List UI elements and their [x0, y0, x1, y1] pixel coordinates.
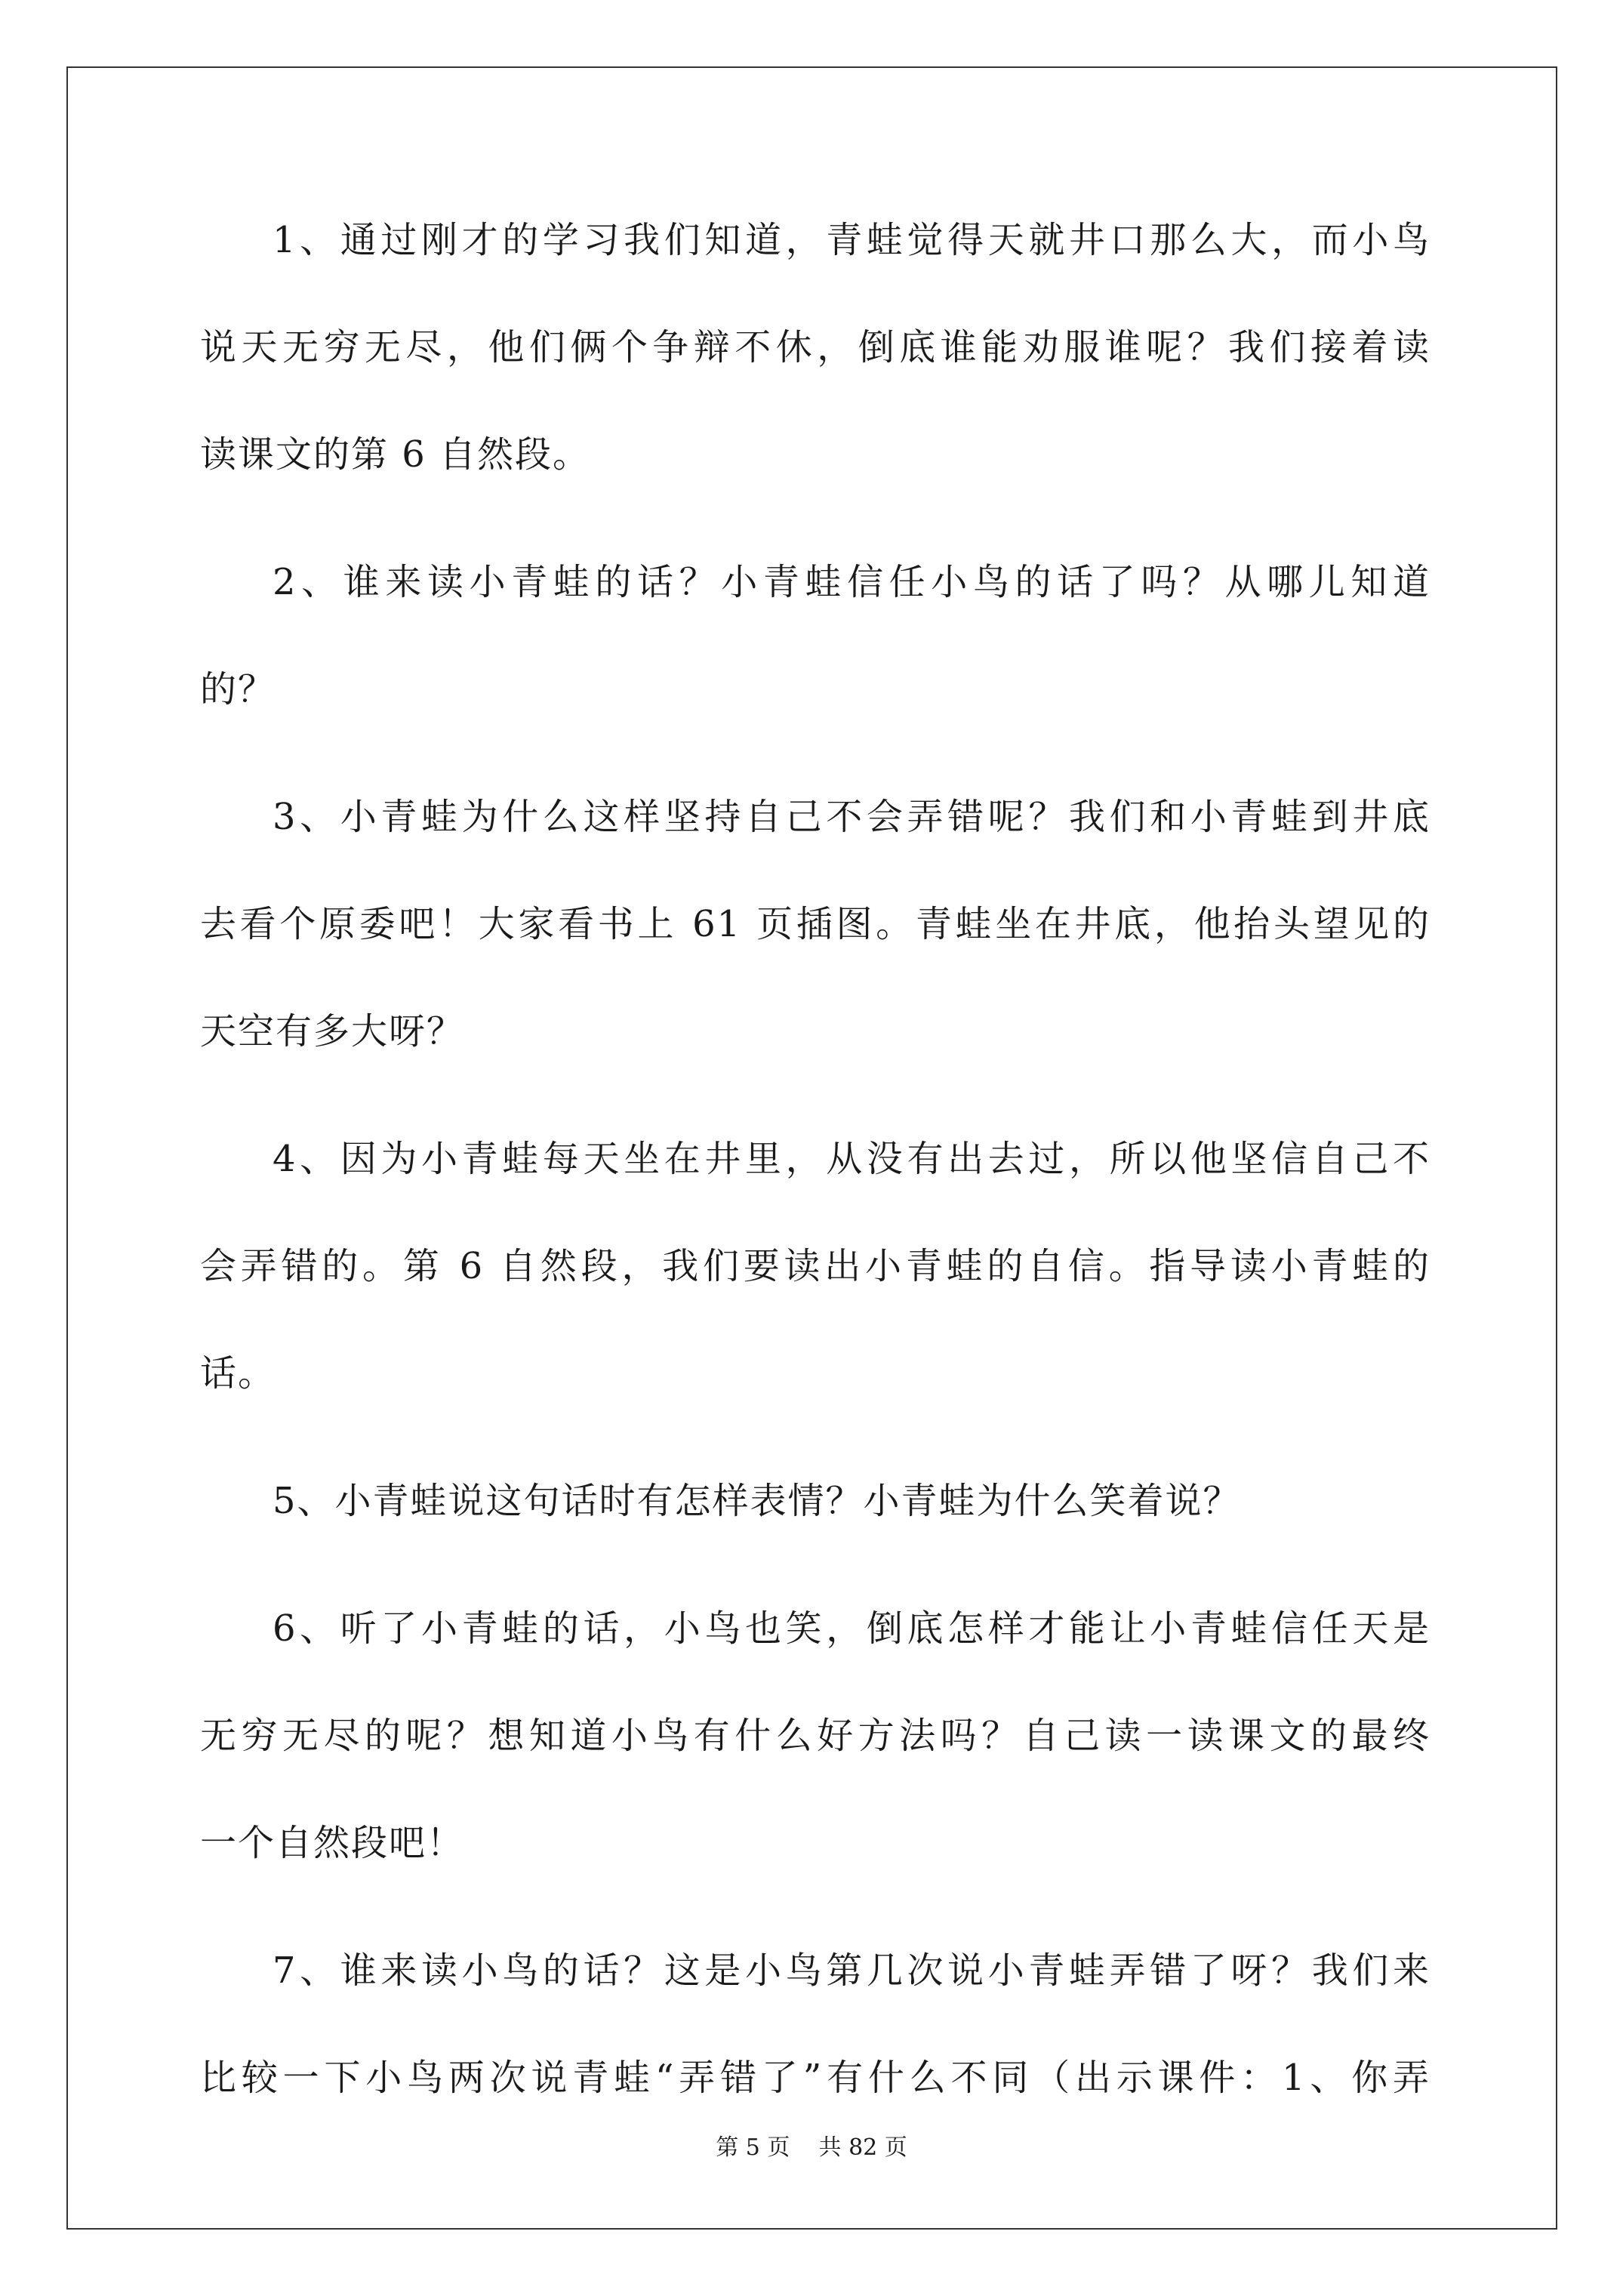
text-line: 3、小青蛙为什么这样坚持自己不会弄错呢？我们和小青蛙到井底 — [273, 796, 1431, 838]
text-line: 6、听了小青蛙的话，小鸟也笑，倒底怎样才能让小青蛙信任天是 — [273, 1607, 1431, 1650]
text-line: 一个自然段吧！ — [200, 1822, 465, 1864]
text-line: 比较一下小鸟两次说青蛙“弄错了”有什么不同（出示课件：1、你弄 — [200, 2057, 1431, 2099]
paragraph-5 — [200, 1474, 1431, 1528]
paragraph-6 — [200, 1601, 1431, 1870]
text-line: 1、通过刚才的学习我们知道，青蛙觉得天就井口那么大，而小鸟 — [273, 219, 1431, 261]
text-line: 无穷无尽的呢？想知道小鸟有什么好方法吗？自己读一读课文的最终 — [200, 1715, 1431, 1757]
paragraph-7 — [200, 1943, 1431, 2105]
paragraph-4 — [200, 1132, 1431, 1401]
paragraph-3 — [200, 790, 1431, 1059]
text-line: 会弄错的。第 6 自然段，我们要读出小青蛙的自信。指导读小青蛙的 — [200, 1245, 1431, 1287]
text-line: 7、谁来读小鸟的话？这是小鸟第几次说小青蛙弄错了呀？我们来 — [273, 1949, 1431, 1992]
text-line: 说天无穷无尽，他们俩个争辩不休，倒底谁能劝服谁呢？我们接着读 — [200, 326, 1431, 368]
text-line: 4、因为小青蛙每天坐在井里，从没有出去过，所以他坚信自己不 — [273, 1138, 1431, 1180]
page-total: 共 82 页 — [818, 2134, 907, 2161]
text-line: 读课文的第 6 自然段。 — [200, 433, 591, 476]
document-body — [200, 213, 1431, 2105]
text-line: 去看个原委吧！大家看书上 61 页插图。青蛙坐在井底，他抬头望见的 — [200, 903, 1431, 945]
text-line: 的？ — [200, 668, 276, 710]
paragraph-1 — [200, 213, 1431, 482]
paragraph-2 — [200, 555, 1431, 717]
text-line: 天空有多大呀？ — [200, 1010, 465, 1052]
page-footer — [0, 2133, 1623, 2163]
text-line: 话。 — [200, 1352, 276, 1395]
text-line: 2、谁来读小青蛙的话？小青蛙信任小鸟的话了吗？从哪儿知道 — [273, 561, 1431, 603]
text-line: 5、小青蛙说这句话时有怎样表情？小青蛙为什么笑着说？ — [273, 1480, 1241, 1522]
page-number: 第 5 页 — [716, 2134, 790, 2161]
